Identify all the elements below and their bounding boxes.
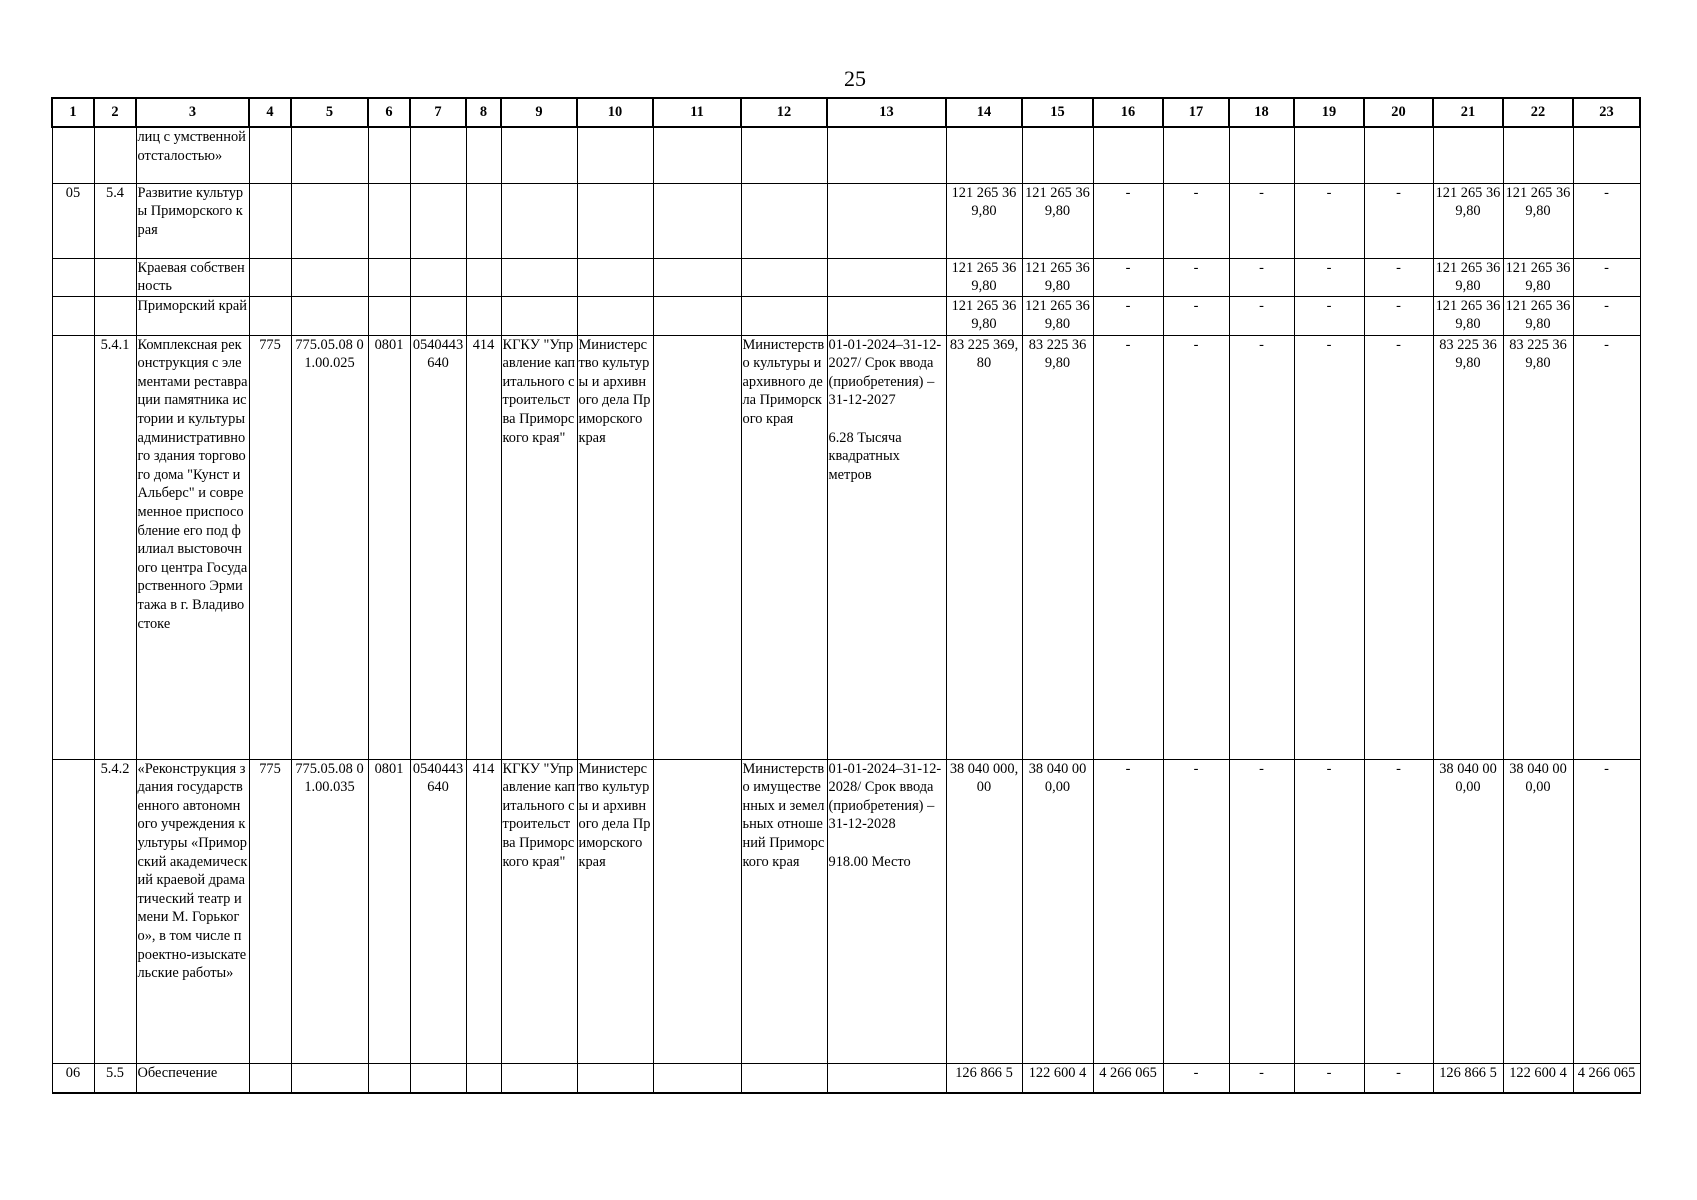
cell-number: 5.4: [94, 183, 136, 258]
cell-type: [466, 296, 501, 335]
cell-owner: [741, 258, 827, 296]
cell-target: 0540443640: [410, 335, 466, 759]
cell-col11: [653, 1063, 741, 1093]
cell-amount: [1294, 127, 1364, 183]
cell-amount: -: [1229, 1063, 1294, 1093]
cell-responsible: Министерство культуры и архивного дела Приморского края: [577, 759, 653, 1063]
cell-number: 5.4.1: [94, 335, 136, 759]
header-cell: 23: [1573, 98, 1640, 127]
cell-code-object: 775.05.08 01.00.035: [291, 759, 368, 1063]
cell-type: [466, 183, 501, 258]
header-cell: 22: [1503, 98, 1573, 127]
header-cell: 3: [136, 98, 249, 127]
cell-number: [94, 258, 136, 296]
cell-grbs: [249, 127, 291, 183]
cell-code-object: [291, 127, 368, 183]
cell-amount: 121 265 369,80: [1433, 258, 1503, 296]
cell-amount: -: [1294, 183, 1364, 258]
cell-type: 414: [466, 759, 501, 1063]
cell-name: Развитие культуры Приморского края: [136, 183, 249, 258]
cell-amount: -: [1163, 759, 1229, 1063]
cell-grbs: [249, 183, 291, 258]
cell-amount: -: [1294, 759, 1364, 1063]
cell-number: 5.4.2: [94, 759, 136, 1063]
cell-section: 0801: [368, 335, 410, 759]
cell-amount: -: [1163, 335, 1229, 759]
cell-code: 05: [52, 183, 94, 258]
cell-amount: 4 266 065: [1573, 1063, 1640, 1093]
cell-amount: -: [1364, 1063, 1433, 1093]
cell-responsible: [577, 296, 653, 335]
cell-name: Обеспечение: [136, 1063, 249, 1093]
header-cell: 21: [1433, 98, 1503, 127]
table-row: [52, 258, 1640, 296]
cell-code-object: [291, 296, 368, 335]
cell-amount: -: [1364, 183, 1433, 258]
cell-amount: 121 265 369,80: [1022, 258, 1093, 296]
cell-amount: -: [1294, 296, 1364, 335]
cell-amount: 38 040 000,00: [1433, 759, 1503, 1063]
cell-amount: 122 600 4: [1503, 1063, 1573, 1093]
cell-amount: -: [1093, 183, 1163, 258]
header-cell: 2: [94, 98, 136, 127]
cell-target: [410, 127, 466, 183]
cell-grbs: [249, 258, 291, 296]
cell-terms: [827, 296, 946, 335]
cell-customer: КГКУ "Управление капитального строительства Приморского края": [501, 335, 577, 759]
cell-section: 0801: [368, 759, 410, 1063]
cell-number: [94, 296, 136, 335]
cell-target: [410, 183, 466, 258]
cell-amount: 121 265 369,80: [1022, 183, 1093, 258]
table-row: [52, 1063, 1640, 1093]
cell-owner: [741, 296, 827, 335]
cell-customer: [501, 127, 577, 183]
cell-code: [52, 759, 94, 1063]
cell-section: [368, 258, 410, 296]
cell-amount: -: [1229, 183, 1294, 258]
cell-col11: [653, 127, 741, 183]
cell-terms: [827, 258, 946, 296]
table-row: [52, 183, 1640, 258]
cell-terms: [827, 1063, 946, 1093]
cell-responsible: [577, 1063, 653, 1093]
cell-amount: 121 265 369,80: [1503, 296, 1573, 335]
cell-target: 0540443640: [410, 759, 466, 1063]
cell-amount: -: [1163, 1063, 1229, 1093]
cell-amount: 121 265 369,80: [946, 258, 1022, 296]
cell-customer: [501, 1063, 577, 1093]
cell-code-object: 775.05.08 01.00.025: [291, 335, 368, 759]
cell-code-object: [291, 258, 368, 296]
header-cell: 18: [1229, 98, 1294, 127]
cell-amount: -: [1364, 335, 1433, 759]
cell-code: [52, 296, 94, 335]
cell-responsible: [577, 183, 653, 258]
cell-amount: 121 265 369,80: [1503, 183, 1573, 258]
cell-amount: -: [1573, 296, 1640, 335]
cell-amount: -: [1229, 296, 1294, 335]
cell-customer: КГКУ "Управление капитального строительства Приморского края": [501, 759, 577, 1063]
cell-col11: [653, 759, 741, 1063]
cell-amount: 38 040 000,00: [1022, 759, 1093, 1063]
cell-type: [466, 127, 501, 183]
cell-amount: -: [1573, 759, 1640, 1063]
cell-number: 5.5: [94, 1063, 136, 1093]
cell-amount: [1163, 127, 1229, 183]
cell-owner: [741, 127, 827, 183]
cell-amount: -: [1229, 335, 1294, 759]
cell-amount: [1093, 127, 1163, 183]
cell-amount: -: [1364, 258, 1433, 296]
header-cell: 12: [741, 98, 827, 127]
table-row: [52, 296, 1640, 335]
cell-section: [368, 296, 410, 335]
cell-amount: 38 040 000,00: [946, 759, 1022, 1063]
cell-grbs: 775: [249, 759, 291, 1063]
cell-customer: [501, 258, 577, 296]
cell-amount: -: [1364, 296, 1433, 335]
cell-amount: 126 866 5: [1433, 1063, 1503, 1093]
header-cell: 16: [1093, 98, 1163, 127]
cell-responsible: [577, 127, 653, 183]
cell-amount: -: [1294, 1063, 1364, 1093]
cell-amount: -: [1573, 335, 1640, 759]
cell-amount: -: [1294, 258, 1364, 296]
cell-amount: 121 265 369,80: [1433, 296, 1503, 335]
cell-amount: -: [1229, 258, 1294, 296]
cell-amount: -: [1573, 183, 1640, 258]
header-row: [52, 98, 1640, 127]
cell-amount: -: [1163, 183, 1229, 258]
cell-amount: [946, 127, 1022, 183]
cell-amount: 83 225 369,80: [1503, 335, 1573, 759]
cell-amount: -: [1163, 296, 1229, 335]
header-cell: 5: [291, 98, 368, 127]
cell-name: «Реконструкция здания государственного автономного учреждения культуры «Приморский академический краевой драматический театр имени М. Горького», в том числе проектно-изыскательские работы»: [136, 759, 249, 1063]
cell-amount: [1229, 127, 1294, 183]
cell-amount: 121 265 369,80: [946, 296, 1022, 335]
header-cell: 8: [466, 98, 501, 127]
cell-name: лиц с умственной отсталостью»: [136, 127, 249, 183]
cell-amount: 126 866 5: [946, 1063, 1022, 1093]
cell-amount: -: [1093, 759, 1163, 1063]
cell-amount: -: [1364, 759, 1433, 1063]
cell-grbs: [249, 1063, 291, 1093]
cell-amount: [1503, 127, 1573, 183]
cell-number: [94, 127, 136, 183]
header-cell: 11: [653, 98, 741, 127]
header-cell: 20: [1364, 98, 1433, 127]
cell-grbs: 775: [249, 335, 291, 759]
cell-name: Комплексная реконструкция с элементами реставрации памятника истории и культуры административного здания торгового дома "Кунст и Альберс" и современное приспособление его под филиал выстовочного центра Государственного Эрмитажа в г. Владивостоке: [136, 335, 249, 759]
header-cell: 9: [501, 98, 577, 127]
cell-col11: [653, 296, 741, 335]
cell-responsible: Министерство культуры и архивного дела Приморского края: [577, 335, 653, 759]
cell-col11: [653, 335, 741, 759]
cell-target: [410, 296, 466, 335]
cell-code-object: [291, 183, 368, 258]
cell-grbs: [249, 296, 291, 335]
cell-amount: -: [1093, 296, 1163, 335]
cell-code: [52, 127, 94, 183]
page-number: 25: [844, 66, 866, 91]
cell-code-object: [291, 1063, 368, 1093]
cell-amount: 121 265 369,80: [1503, 258, 1573, 296]
cell-amount: 38 040 000,00: [1503, 759, 1573, 1063]
cell-col11: [653, 258, 741, 296]
cell-owner: Министерство имущественных и земельных отношений Приморского края: [741, 759, 827, 1063]
cell-code: [52, 335, 94, 759]
header-cell: 1: [52, 98, 94, 127]
table-row: [52, 335, 1640, 759]
header-cell: 6: [368, 98, 410, 127]
cell-amount: [1573, 127, 1640, 183]
cell-name: Краевая собственность: [136, 258, 249, 296]
budget-table: [51, 97, 1641, 1094]
header-cell: 14: [946, 98, 1022, 127]
cell-amount: 83 225 369,80: [1022, 335, 1093, 759]
cell-section: [368, 1063, 410, 1093]
cell-amount: 122 600 4: [1022, 1063, 1093, 1093]
cell-section: [368, 127, 410, 183]
header-cell: 17: [1163, 98, 1229, 127]
cell-target: [410, 258, 466, 296]
cell-name: Приморский край: [136, 296, 249, 335]
cell-amount: 121 265 369,80: [1433, 183, 1503, 258]
cell-owner: Министерство культуры и архивного дела Приморского края: [741, 335, 827, 759]
cell-col11: [653, 183, 741, 258]
cell-amount: -: [1093, 335, 1163, 759]
cell-amount: [1364, 127, 1433, 183]
cell-type: 414: [466, 335, 501, 759]
cell-terms: [827, 127, 946, 183]
header-cell: 13: [827, 98, 946, 127]
cell-amount: 121 265 369,80: [946, 183, 1022, 258]
cell-responsible: [577, 258, 653, 296]
header-cell: 19: [1294, 98, 1364, 127]
cell-terms: [827, 183, 946, 258]
cell-code: 06: [52, 1063, 94, 1093]
header-cell: 15: [1022, 98, 1093, 127]
cell-type: [466, 258, 501, 296]
cell-amount: -: [1229, 759, 1294, 1063]
table-row: [52, 127, 1640, 183]
cell-amount: 4 266 065: [1093, 1063, 1163, 1093]
header-cell: 10: [577, 98, 653, 127]
cell-type: [466, 1063, 501, 1093]
cell-target: [410, 1063, 466, 1093]
header-cell: 4: [249, 98, 291, 127]
cell-owner: [741, 1063, 827, 1093]
header-cell: 7: [410, 98, 466, 127]
table-row: [52, 759, 1640, 1063]
cell-owner: [741, 183, 827, 258]
cell-customer: [501, 296, 577, 335]
cell-amount: 83 225 369,80: [946, 335, 1022, 759]
cell-terms: 01-01-2024–31-12-2028/ Срок ввода (приобретения) – 31-12-2028 918.00 Место: [827, 759, 946, 1063]
cell-terms: 01-01-2024–31-12-2027/ Срок ввода (приобретения) – 31-12-2027 6.28 Тысяча квадратных метров: [827, 335, 946, 759]
cell-amount: [1022, 127, 1093, 183]
cell-amount: -: [1294, 335, 1364, 759]
cell-amount: 121 265 369,80: [1022, 296, 1093, 335]
cell-amount: -: [1163, 258, 1229, 296]
cell-customer: [501, 183, 577, 258]
cell-amount: [1433, 127, 1503, 183]
cell-amount: -: [1093, 258, 1163, 296]
cell-section: [368, 183, 410, 258]
cell-amount: 83 225 369,80: [1433, 335, 1503, 759]
cell-code: [52, 258, 94, 296]
cell-amount: -: [1573, 258, 1640, 296]
